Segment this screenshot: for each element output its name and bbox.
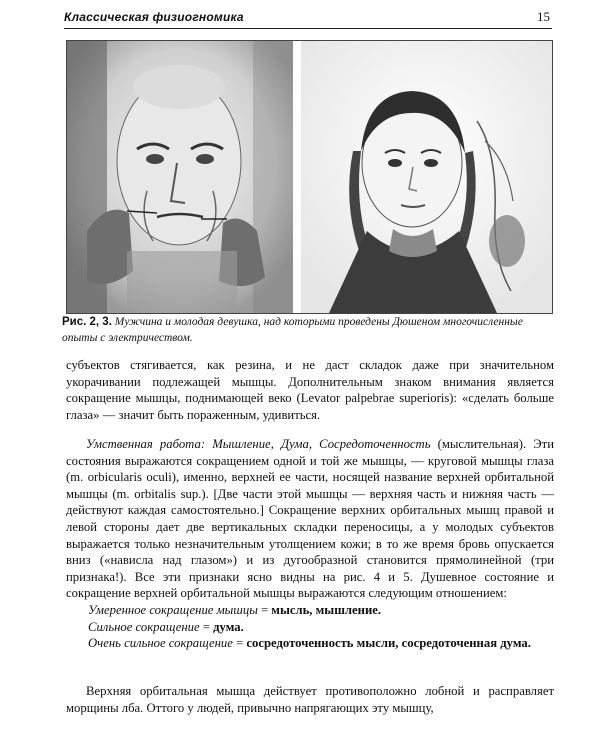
figure-caption-text: Мужчина и молодая девушка, над которыми проведены Дюшеном многочисленные опыты с электричеством. <box>62 316 523 344</box>
relation-item: Очень сильное сокращение = сосредоточенность мысли, сосредоточенная дума. <box>88 636 531 651</box>
relation-item: Умеренное сокращение мышцы = мысль, мышление. <box>88 602 382 617</box>
paragraph-2 <box>66 436 554 652</box>
figure-caption <box>62 314 554 346</box>
photo-man <box>67 41 293 313</box>
figure-caption-label: Рис. 2, 3. <box>62 316 112 328</box>
relation-item: Сильное сокращение = дума. <box>88 619 244 634</box>
paragraph-3-text: Верхняя орбитальная мышца действует противоположно лобной и расправляет морщины лба. Оттого у людей, привычно напрягающих эту мышцу, <box>66 684 554 715</box>
paragraph-1-text: субъектов стягивается, как резина, и не даст складок даже при значительном укорачивании подлежащей мышцы. Дополнительным знаком внимания является сокращение мышцы, поднимающей веко (Levator palpebrae superioris): «сделать больше глаза» — значит быть пораженным, удивиться. <box>66 358 554 422</box>
page-number: 15 <box>537 9 550 24</box>
paragraph-2-text <box>66 436 554 602</box>
running-header <box>64 6 552 29</box>
running-header-title: Классическая физиогномика <box>64 10 244 24</box>
paragraph-1 <box>66 357 554 423</box>
paragraph-3 <box>66 683 554 716</box>
figure-photographs <box>66 40 553 314</box>
photo-girl <box>301 41 552 313</box>
paragraph-2-heading: Умственная работа: Мышление, Дума, Сосредоточенность <box>86 437 431 451</box>
paragraph-2-body: (мыслительная). Эти состояния выражаются сокращением одной и той же мышцы, — круговой мышцы глаза (m. orbicularis oculi), именно, верхней ее части, носящей название верхней орбитальной мышцы (m. orbitalis sup.). [Две части этой мышцы — верхняя часть и нижняя часть — действуют каждая самостоятельно.] Сокращение верхних орбитальных мышц правой и левой стороны дает две вертикальных складки переносицы, а у молодых субъектов выражается только незначительным утолщением кожи; в то же время бровь опускается вниз («нависла над глазом») и из дугообразной становится прямолинейной (три признака!). Все эти признаки ясно видны на рис. 4 и 5. Душевное состояние и сокращение верхней орбитальной мышцы выражаются следующим отношением: <box>66 437 554 601</box>
